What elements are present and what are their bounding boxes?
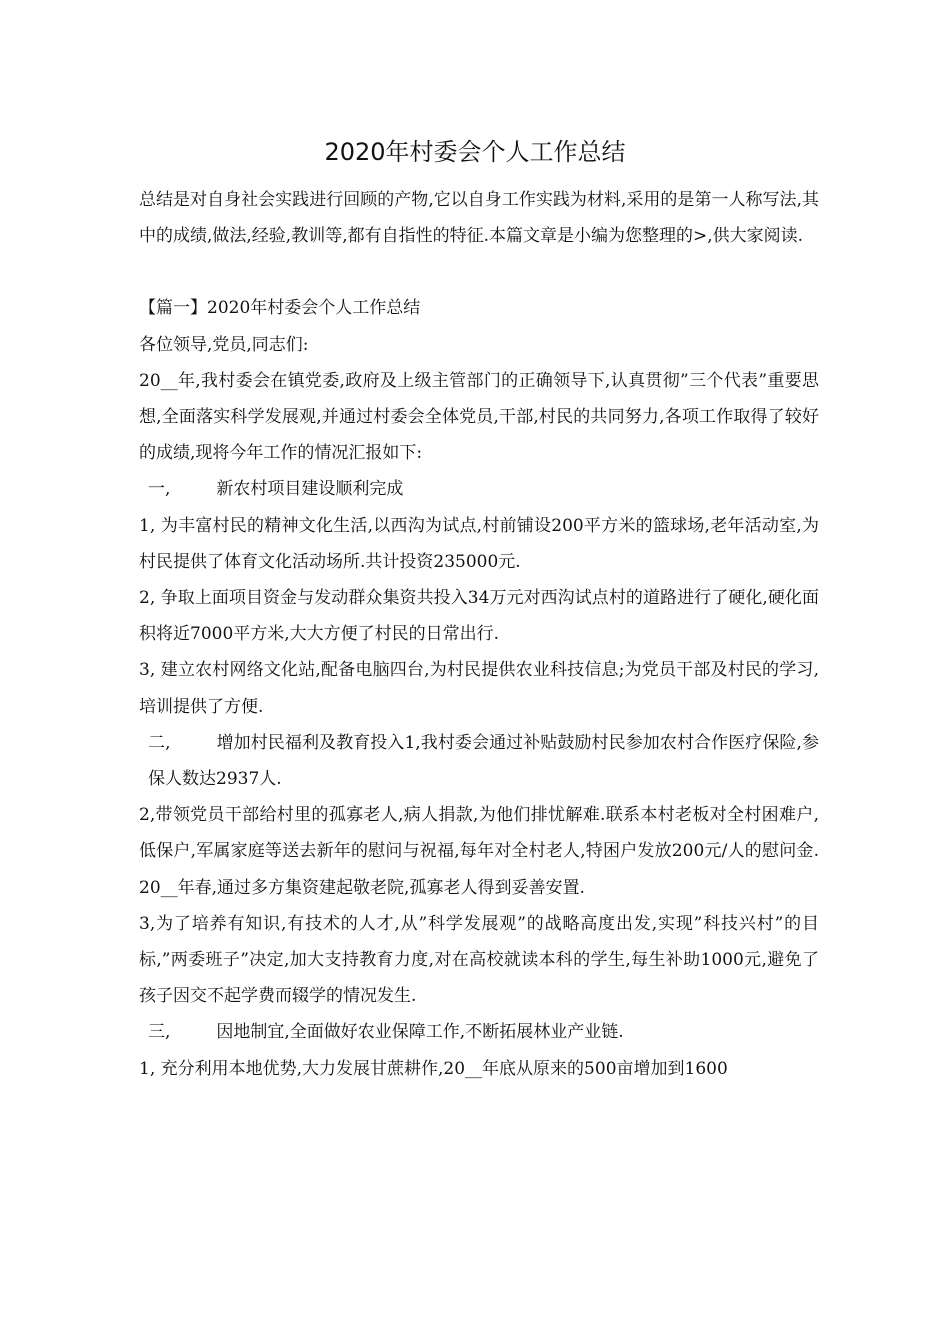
section-2-item-3: 3,为了培养有知识,有技术的人才,从”科学发展观”的战略高度出发,实现”科技兴村”的目标,”两委班子”决定,加大支持教育力度,对在高校就读本科的学生,每生补助1000元,避免了孩子因交不起学费而辍学的情况发生. (139, 913, 819, 1007)
opening-paragraph: 20__年,我村委会在镇党委,政府及上级主管部门的正确领导下,认真贯彻”三个代表”重要思想,全面落实科学发展观,并通过村委会全体党员,干部,村民的共同努力,各项工作取得了较好的成绩,现将今年工作的情况汇报如下: (139, 370, 819, 464)
section-1-number: 一, (148, 479, 171, 500)
paragraph-gap (139, 254, 819, 290)
section-2-item-2: 2,带领党员干部给村里的孤寡老人,病人捐款,为他们排忧解难.联系本村老板对全村困难户,低保户,军属家庭等送去新年的慰问与祝福,每年对全村老人,特困户发放200元/人的慰问金.20__年春,通过多方集资建起敬老院,孤寡老人得到妥善安置. (139, 805, 819, 898)
section-2-text: 增加村民福利及教育投入1,我村委会通过补贴鼓励村民参加农村合作医疗保险,参保人数达2937人. (148, 732, 819, 790)
section-3-number: 三, (148, 1022, 171, 1043)
section-2-heading (139, 725, 819, 797)
section-2-number: 二, (148, 732, 171, 753)
section-1-item-2: 2, 争取上面项目资金与发动群众集资共投入34万元对西沟试点村的道路进行了硬化,硬化面积将近7000平方米,大大方便了村民的日常出行. (139, 588, 819, 645)
greeting: 各位领导,党员,同志们: (139, 334, 309, 355)
document-body (139, 182, 819, 1087)
intro-paragraph: 总结是对自身社会实践进行回顾的产物,它以自身工作实践为材料,采用的是第一人称写法,其中的成绩,做法,经验,教训等,都有自指性的特征.本篇文章是小编为您整理的>,供大家阅读. (139, 190, 819, 247)
document-title: 2020年村委会个人工作总结 (324, 138, 626, 166)
section-3-heading (139, 1014, 819, 1050)
section-3-title: 因地制宜,全面做好农业保障工作,不断拓展林业产业链. (216, 1022, 624, 1043)
section-1-item-3: 3, 建立农村网络文化站,配备电脑四台,为村民提供农业科技信息;为党员干部及村民的学习,培训提供了方便. (139, 660, 819, 717)
section-3-item-1: 1, 充分利用本地优势,大力发展甘蔗耕作,20__年底从原来的500亩增加到1600 (139, 1058, 728, 1079)
section-1-title: 新农村项目建设顺利完成 (216, 479, 404, 500)
part-title: 【篇一】2020年村委会个人工作总结 (139, 298, 421, 319)
section-1-heading (139, 471, 819, 507)
section-1-item-1: 1, 为丰富村民的精神文化生活,以西沟为试点,村前铺设200平方米的篮球场,老年活动室,为村民提供了体育文化活动场所.共计投资235000元. (139, 515, 819, 572)
